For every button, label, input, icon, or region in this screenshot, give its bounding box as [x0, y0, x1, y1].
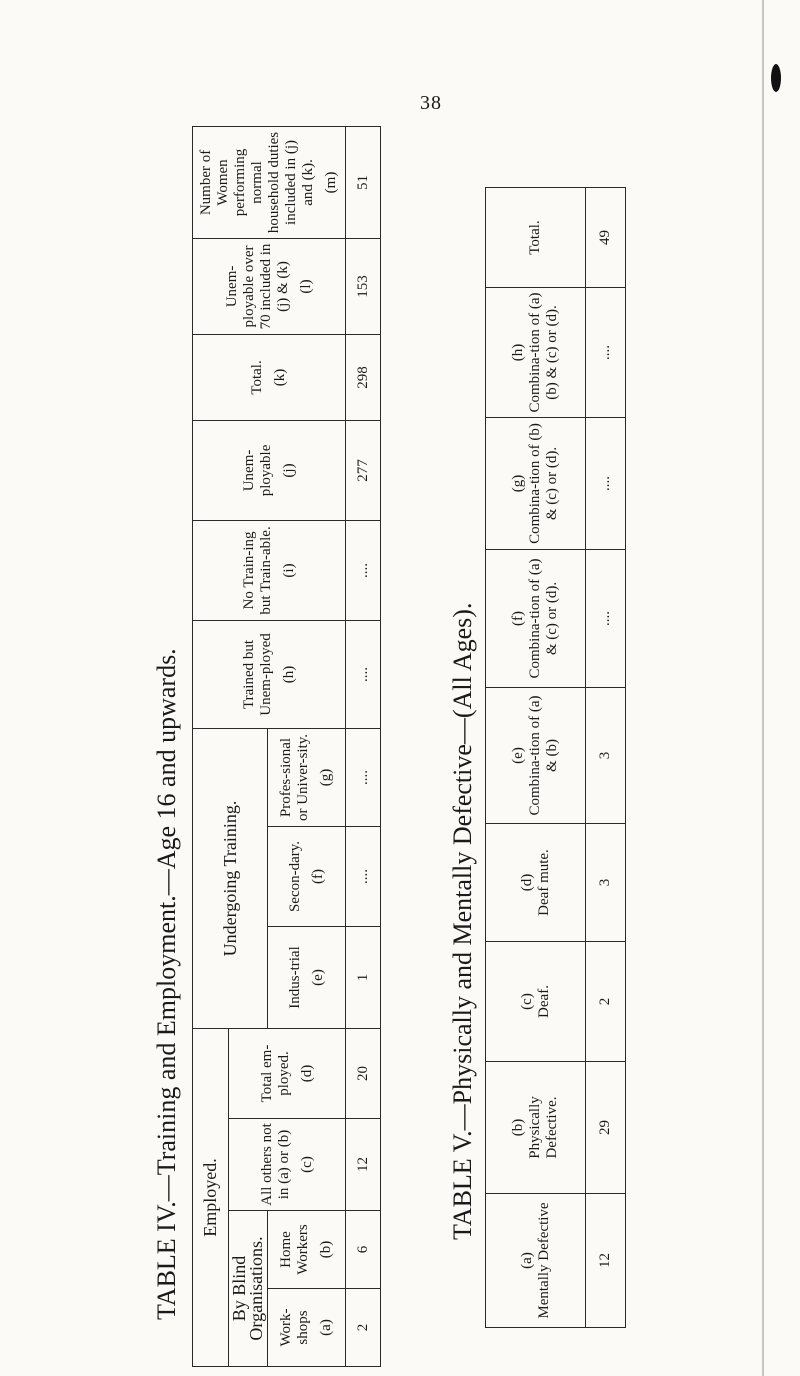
value-industrial: 1 [346, 927, 381, 1029]
header-workshops: Work-shops (a) [268, 1289, 346, 1367]
value-combination-a-c-d: .... [586, 550, 626, 688]
header-deaf-mute: (d) Deaf mute. [486, 824, 586, 942]
header-trained-unemployed: Trained but Unem-ployed (h) [193, 620, 346, 728]
value-unemployable: 277 [346, 420, 381, 520]
table5-title: TABLE V.—Physically and Mentally Defective—(All Ages). [448, 602, 477, 1240]
header-women-household: Number of Women performing normal household duties included in (j) and (k). (m) [193, 126, 346, 238]
header-combination-a-b-c-d: (h) Combina-tion of (a) (b) & (c) or (d). [486, 288, 586, 418]
group-employed: Employed. [193, 1029, 229, 1367]
header-deaf: (c) Deaf. [486, 942, 586, 1062]
header-unemployable: Unem-ployable (j) [193, 420, 346, 520]
value-all-others: 12 [346, 1119, 381, 1211]
header-combination-a-c-d: (f) Combina-tion of (a) & (c) or (d). [486, 550, 586, 688]
table4-title: TABLE IV.—Training and Employment.—Age 16 and upwards. [152, 648, 181, 1320]
table4 [192, 127, 377, 1367]
value-total: 49 [586, 188, 626, 288]
page-number: 38 [420, 92, 442, 114]
value-trained-unemployed: .... [346, 620, 381, 728]
header-combination-a-b: (e) Combina-tion of (a) & (b) [486, 688, 586, 824]
page-edge [762, 0, 764, 1376]
value-secondary: .... [346, 827, 381, 927]
header-industrial: Indus-trial (e) [268, 927, 346, 1029]
header-total-employed: Total em-ployed. (d) [229, 1029, 346, 1119]
header-unemployable-over-70: Unem-ployable over 70 included in (j) & (k) (l) [193, 238, 346, 334]
value-no-training: .... [346, 520, 381, 620]
header-total: Total. [486, 188, 586, 288]
value-workshops: 2 [346, 1289, 381, 1367]
group-undergoing-training: Undergoing Training. [193, 728, 268, 1028]
value-combination-a-b: 3 [586, 688, 626, 824]
value-total: 298 [346, 334, 381, 420]
table5 [485, 188, 625, 1328]
value-combination-a-b-c-d: .... [586, 288, 626, 418]
value-professional: .... [346, 728, 381, 826]
value-physically-defective: 29 [586, 1062, 626, 1194]
header-total: Total. (k) [193, 334, 346, 420]
header-secondary: Secon-dary. (f) [268, 827, 346, 927]
header-all-others: All others not in (a) or (b) (c) [229, 1119, 346, 1211]
value-combination-b-c-d: .... [586, 418, 626, 550]
value-deaf: 2 [586, 942, 626, 1062]
ink-blot [771, 64, 781, 92]
value-mentally-defective: 12 [586, 1194, 626, 1328]
header-no-training: No Train-ing but Train-able. (i) [193, 520, 346, 620]
value-total-employed: 20 [346, 1029, 381, 1119]
value-unemployable-over-70: 153 [346, 238, 381, 334]
header-physically-defective: (b) Physically Defective. [486, 1062, 586, 1194]
value-deaf-mute: 3 [586, 824, 626, 942]
header-professional: Profes-sional or Univer-sity. (g) [268, 728, 346, 826]
group-blind-organisations: By Blind Organisations. [229, 1211, 268, 1367]
header-combination-b-c-d: (g) Combina-tion of (b) & (c) or (d). [486, 418, 586, 550]
header-home-workers: Home Workers (b) [268, 1211, 346, 1289]
value-women-household: 51 [346, 126, 381, 238]
value-home-workers: 6 [346, 1211, 381, 1289]
header-mentally-defective: (a) Mentally Defective [486, 1194, 586, 1328]
